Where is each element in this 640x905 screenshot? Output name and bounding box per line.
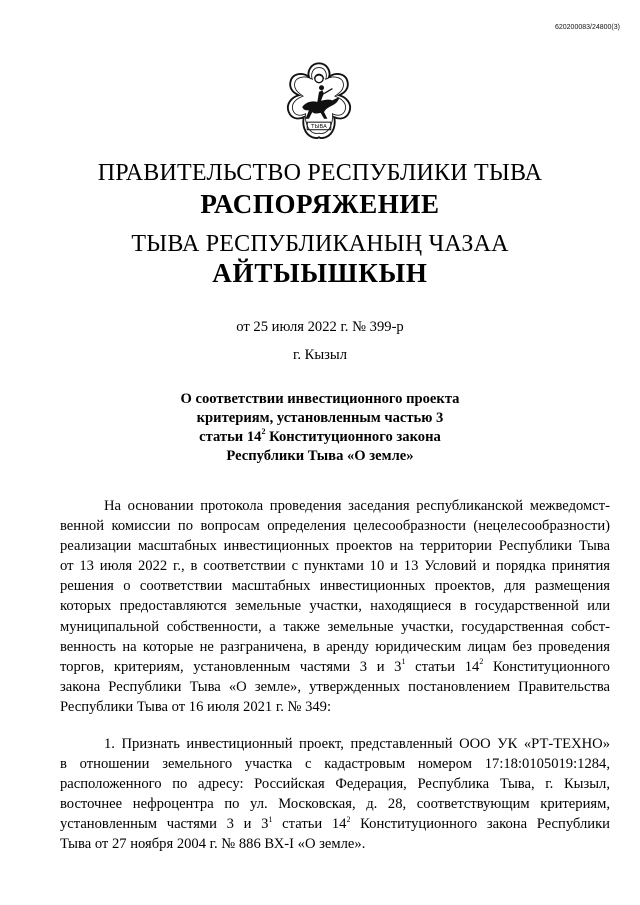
emblem-icon — [277, 60, 361, 144]
line-text: статьи 14 — [405, 658, 480, 675]
line-text: Конституционного — [483, 658, 610, 675]
paragraph-line: Республики Тыва от 16 июля 2021 г. № 349: — [60, 698, 332, 715]
government-name-tyv: ТЫВА РЕСПУБЛИКАНЫҢ ЧАЗАА — [131, 231, 509, 257]
line-text: Конституционного закона Республики — [350, 816, 610, 833]
title-line-2: критериям, установленным частью 3 — [196, 410, 444, 426]
act-type-ru: РАСПОРЯЖЕНИЕ — [200, 189, 440, 219]
paragraph-line — [60, 814, 610, 834]
superscript: 1 — [268, 814, 273, 824]
line-text: статьи 14 — [272, 816, 347, 833]
line-text: установленным частями 3 и 3 — [60, 816, 269, 833]
preamble-paragraph — [60, 496, 610, 717]
document-number: 620200083/24800(3) — [554, 24, 620, 31]
document-city: г. Кызыл — [292, 347, 348, 363]
superscript: 1 — [401, 656, 406, 666]
line-text: торгов, критериям, установленным частями 3 и 3 — [60, 658, 402, 675]
paragraph-line: муниципальной собственности, а также земельные участки, государственная собст- — [60, 618, 610, 635]
paragraph-line: восточнее нефроцентра по ул. Московская, д. 28, соответствующим критериям, — [60, 796, 610, 813]
title-line-3-text: статьи 14 — [199, 429, 262, 445]
paragraph-line: 1. Признать инвестиционный проект, представленный ООО УК «РТ-ТЕХНО» — [104, 736, 610, 752]
superscript: 2 — [346, 814, 351, 824]
paragraph-line: решения о соответствии масштабных инвестиционных проектов, для размещения — [60, 578, 610, 595]
title-line-3-rest: Конституционного закона — [265, 429, 441, 445]
document-date: от 25 июля 2022 г. № 399-р — [236, 319, 404, 335]
paragraph-line: в отношении земельного участка с кадастровым номером 17:18:0105019:1284, — [60, 756, 610, 773]
paragraph-line: Тыва от 27 ноября 2004 г. № 886 ВХ-I «О земле». — [60, 836, 366, 853]
svg-text:ТЫВА: ТЫВА — [311, 124, 327, 131]
paragraph-line: венной комиссии по вопросам определения целесообразности (нецелесообразности) — [60, 518, 610, 535]
paragraph-line: которых предоставляются земельные участки, находящиеся в государственной или — [60, 598, 610, 615]
title-line-4: Республики Тыва «О земле» — [226, 448, 414, 464]
paragraph-line: от 13 июля 2022 г., в соответствии с пунктами 10 и 13 Условий и порядка принятия — [60, 558, 610, 575]
act-type-tyv: АЙТЫЫШКЫН — [212, 258, 428, 288]
clause-1-paragraph — [60, 734, 610, 855]
title-superscript: 2 — [261, 427, 266, 437]
government-name-ru: ПРАВИТЕЛЬСТВО РЕСПУБЛИКИ ТЫВА — [97, 160, 543, 186]
title-line-1: О соответствии инвестиционного проекта — [180, 391, 460, 407]
paragraph-line — [60, 657, 610, 677]
superscript: 2 — [479, 656, 484, 666]
paragraph-line: реализации масштабных инвестиционных проектов на территории Республики Тыва — [60, 538, 610, 555]
document-title — [120, 390, 520, 466]
title-line-3 — [120, 428, 520, 447]
paragraph-line: расположенного по адресу: Российская Федерация, Республика Тыва, г. Кызыл, — [60, 776, 610, 793]
paragraph-line: венность на которые не разграничена, в аренду юридическим лицам без проведения — [60, 638, 610, 655]
paragraph-line: закона Республики Тыва «О земле», утвержденных постановлением Правительства — [60, 678, 610, 695]
paragraph-line: На основании протокола проведения заседания республиканской межведомст- — [104, 498, 610, 514]
